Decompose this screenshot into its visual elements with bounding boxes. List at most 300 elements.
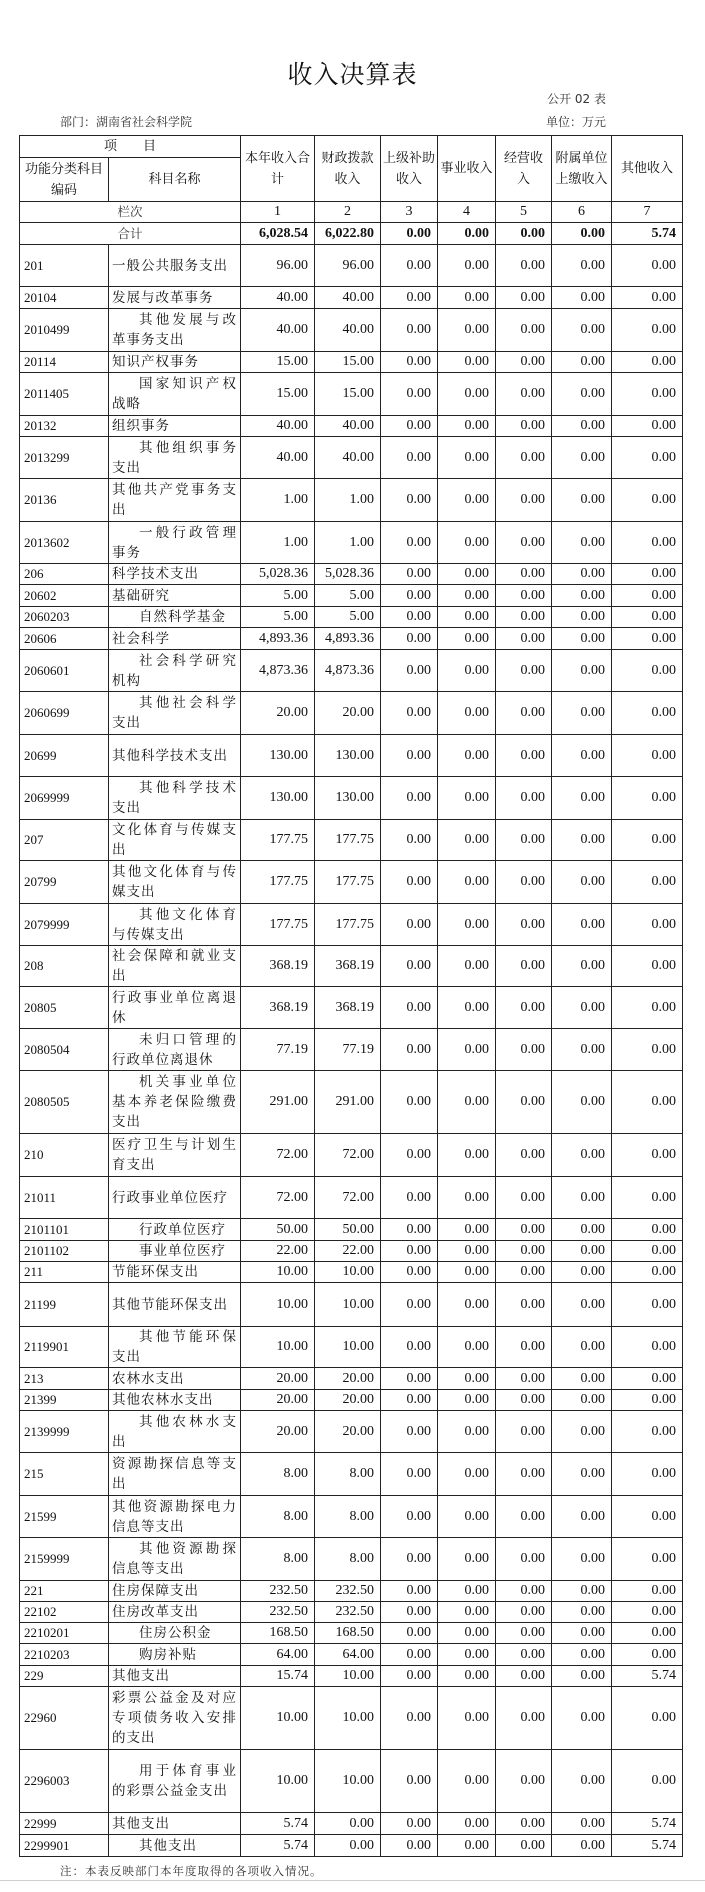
- amount-cell: 0.00: [496, 1411, 552, 1453]
- subject-name: 发展与改革事务: [109, 287, 241, 309]
- subject-name: 一般行政管理事务: [109, 522, 241, 564]
- amount-cell: 0.00: [612, 1390, 683, 1411]
- table-row: [20, 1644, 683, 1666]
- amount-cell: 0.00: [438, 245, 496, 287]
- amount-cell: 130.00: [315, 777, 381, 820]
- amount-cell: 0.00: [612, 1581, 683, 1602]
- amount-cell: 0.00: [612, 1327, 683, 1368]
- amount-cell: 0.00: [438, 1241, 496, 1262]
- amount-cell: 8.00: [315, 1538, 381, 1581]
- amount-cell: 20.00: [241, 1411, 315, 1453]
- amount-cell: 0.00: [552, 820, 612, 861]
- amount-cell: 0.00: [612, 607, 683, 628]
- subject-code: 20104: [20, 287, 109, 309]
- table-row: [20, 1071, 683, 1134]
- amount-cell: 0.00: [381, 777, 438, 820]
- table-row: [20, 287, 683, 309]
- amount-cell: 0.00: [381, 1453, 438, 1496]
- amount-cell: 0.00: [496, 692, 552, 735]
- amount-cell: 0.00: [438, 1453, 496, 1496]
- amount-cell: 232.50: [241, 1602, 315, 1623]
- amount-cell: 0.00: [381, 585, 438, 607]
- amount-cell: 0.00: [612, 777, 683, 820]
- amount-cell: 0.00: [381, 1666, 438, 1687]
- amount-cell: 0.00: [612, 946, 683, 987]
- table-row: [20, 1029, 683, 1071]
- subject-name: 其他支出: [109, 1666, 241, 1687]
- table-row: [20, 1602, 683, 1623]
- amount-cell: 0.00: [438, 607, 496, 628]
- amount-cell: 5.74: [241, 1813, 315, 1835]
- amount-cell: 0.00: [438, 1623, 496, 1644]
- table-row: [20, 1219, 683, 1241]
- amount-cell: 0.00: [496, 1283, 552, 1327]
- subject-code: 20132: [20, 416, 109, 437]
- amount-cell: 0.00: [612, 904, 683, 946]
- subject-name: 其他资源勘探电力信息等支出: [109, 1496, 241, 1538]
- amount-cell: 0.00: [496, 1241, 552, 1262]
- amount-cell: 77.19: [241, 1029, 315, 1071]
- subject-code: 2139999: [20, 1411, 109, 1453]
- amount-cell: 0.00: [552, 1453, 612, 1496]
- subject-code: 21199: [20, 1283, 109, 1327]
- amount-cell: 0.00: [496, 245, 552, 287]
- amount-cell: 0.00: [438, 1687, 496, 1750]
- amount-cell: 10.00: [315, 1327, 381, 1368]
- subject-name: 其他支出: [109, 1835, 241, 1857]
- amount-cell: 0.00: [381, 352, 438, 373]
- amount-cell: 22.00: [241, 1241, 315, 1262]
- form-number: 公开 02 表: [547, 92, 606, 106]
- amount-cell: 72.00: [315, 1177, 381, 1219]
- amount-cell: 4,873.36: [315, 650, 381, 692]
- amount-cell: 0.00: [552, 437, 612, 479]
- amount-cell: 0.00: [552, 1368, 612, 1390]
- subject-code: 210: [20, 1134, 109, 1177]
- amount-cell: 0.00: [612, 1496, 683, 1538]
- amount-cell: 0.00: [552, 607, 612, 628]
- amount-cell: 0.00: [552, 1029, 612, 1071]
- amount-cell: 0.00: [612, 650, 683, 692]
- amount-cell: 0.00: [612, 522, 683, 564]
- amount-cell: 0.00: [552, 987, 612, 1029]
- amount-cell: 1.00: [315, 479, 381, 522]
- table-row: [20, 987, 683, 1029]
- amount-cell: 0.00: [552, 650, 612, 692]
- amount-cell: 0.00: [381, 373, 438, 416]
- amount-cell: 20.00: [315, 1411, 381, 1453]
- amount-cell: 10.00: [241, 1687, 315, 1750]
- amount-cell: 0.00: [438, 987, 496, 1029]
- subject-name: 购房补贴: [109, 1644, 241, 1666]
- amount-cell: 10.00: [315, 1262, 381, 1283]
- amount-cell: 96.00: [315, 245, 381, 287]
- amount-cell: 5.00: [241, 585, 315, 607]
- amount-cell: 0.00: [381, 1581, 438, 1602]
- amount-cell: 0.00: [496, 564, 552, 585]
- amount-cell: 0.00: [552, 373, 612, 416]
- amount-cell: 96.00: [241, 245, 315, 287]
- amount-cell: 1.00: [241, 522, 315, 564]
- amount-cell: 0.00: [496, 1029, 552, 1071]
- amount-cell: 0.00: [496, 1390, 552, 1411]
- amount-cell: 0.00: [496, 1687, 552, 1750]
- amount-cell: 0.00: [438, 1581, 496, 1602]
- amount-cell: 0.00: [496, 585, 552, 607]
- amount-cell: 0.00: [496, 1071, 552, 1134]
- subject-name: 其他节能环保支出: [109, 1283, 241, 1327]
- amount-cell: 0.00: [496, 1177, 552, 1219]
- amount-cell: 0.00: [552, 1241, 612, 1262]
- amount-cell: 15.00: [241, 373, 315, 416]
- table-row: [20, 628, 683, 650]
- amount-cell: 0.00: [552, 1835, 612, 1857]
- amount-cell: 0.00: [612, 1283, 683, 1327]
- subject-name: 其他发展与改革事务支出: [109, 309, 241, 352]
- amount-cell: 0.00: [381, 416, 438, 437]
- table-row: [20, 245, 683, 287]
- header-col-other-income: 其他收入: [612, 136, 683, 202]
- amount-cell: 0.00: [612, 1750, 683, 1813]
- amount-cell: 10.00: [315, 1283, 381, 1327]
- amount-cell: 0.00: [315, 1813, 381, 1835]
- amount-cell: 0.00: [612, 1411, 683, 1453]
- subject-code: 20602: [20, 585, 109, 607]
- amount-cell: 15.74: [241, 1666, 315, 1687]
- total-value: 0.00: [381, 223, 438, 245]
- amount-cell: 20.00: [241, 692, 315, 735]
- amount-cell: 0.00: [552, 1496, 612, 1538]
- amount-cell: 0.00: [496, 416, 552, 437]
- amount-cell: 10.00: [241, 1262, 315, 1283]
- amount-cell: 0.00: [552, 245, 612, 287]
- amount-cell: 232.50: [315, 1581, 381, 1602]
- subject-code: 22102: [20, 1602, 109, 1623]
- subject-code: 229: [20, 1666, 109, 1687]
- amount-cell: 64.00: [315, 1644, 381, 1666]
- amount-cell: 0.00: [381, 1327, 438, 1368]
- amount-cell: 177.75: [241, 820, 315, 861]
- amount-cell: 8.00: [315, 1453, 381, 1496]
- subject-code: 2080504: [20, 1029, 109, 1071]
- amount-cell: 0.00: [612, 437, 683, 479]
- amount-cell: 72.00: [315, 1134, 381, 1177]
- amount-cell: 0.00: [552, 585, 612, 607]
- column-number: 1: [241, 202, 315, 223]
- amount-cell: 0.00: [438, 1666, 496, 1687]
- amount-cell: 0.00: [612, 287, 683, 309]
- table-row: [20, 1835, 683, 1857]
- amount-cell: 368.19: [315, 987, 381, 1029]
- amount-cell: 0.00: [552, 861, 612, 904]
- amount-cell: 0.00: [552, 1283, 612, 1327]
- subject-code: 2296003: [20, 1750, 109, 1813]
- amount-cell: 0.00: [438, 628, 496, 650]
- table-row: [20, 1134, 683, 1177]
- column-number: 3: [381, 202, 438, 223]
- amount-cell: 0.00: [552, 1581, 612, 1602]
- table-row: [20, 904, 683, 946]
- amount-cell: 0.00: [496, 628, 552, 650]
- amount-cell: 232.50: [241, 1581, 315, 1602]
- amount-cell: 4,893.36: [315, 628, 381, 650]
- table-row: [20, 1262, 683, 1283]
- header-col-fiscal-appropriation: 财政拨款收入: [315, 136, 381, 202]
- amount-cell: 4,893.36: [241, 628, 315, 650]
- amount-cell: 0.00: [552, 416, 612, 437]
- table-row: [20, 585, 683, 607]
- subject-name: 住房公积金: [109, 1623, 241, 1644]
- amount-cell: 0.00: [552, 1390, 612, 1411]
- subject-name: 其他科学技术支出: [109, 777, 241, 820]
- subject-code: 2101102: [20, 1241, 109, 1262]
- amount-cell: 0.00: [552, 1538, 612, 1581]
- amount-cell: 5.74: [612, 1813, 683, 1835]
- subject-code: 2060203: [20, 607, 109, 628]
- amount-cell: 0.00: [552, 1071, 612, 1134]
- amount-cell: 0.00: [612, 1134, 683, 1177]
- amount-cell: 0.00: [552, 628, 612, 650]
- subject-code: 2159999: [20, 1538, 109, 1581]
- amount-cell: 0.00: [381, 309, 438, 352]
- amount-cell: 0.00: [381, 1134, 438, 1177]
- total-value: 0.00: [552, 223, 612, 245]
- amount-cell: 0.00: [552, 1644, 612, 1666]
- total-value: 6,022.80: [315, 223, 381, 245]
- amount-cell: 5.00: [315, 607, 381, 628]
- amount-cell: 0.00: [438, 416, 496, 437]
- amount-cell: 0.00: [612, 1687, 683, 1750]
- subject-name: 基础研究: [109, 585, 241, 607]
- amount-cell: 0.00: [381, 437, 438, 479]
- subject-name: 节能环保支出: [109, 1262, 241, 1283]
- amount-cell: 0.00: [381, 650, 438, 692]
- amount-cell: 10.00: [241, 1750, 315, 1813]
- subject-code: 2011405: [20, 373, 109, 416]
- amount-cell: 0.00: [496, 479, 552, 522]
- amount-cell: 0.00: [381, 1538, 438, 1581]
- amount-cell: 40.00: [241, 437, 315, 479]
- total-value: 0.00: [438, 223, 496, 245]
- subject-code: 22999: [20, 1813, 109, 1835]
- amount-cell: 0.00: [438, 437, 496, 479]
- table-note: 注：本表反映部门本年度取得的各项收入情况。: [60, 1864, 323, 1878]
- amount-cell: 0.00: [496, 309, 552, 352]
- table-row: [20, 1813, 683, 1835]
- amount-cell: 0.00: [438, 1283, 496, 1327]
- subject-name: 住房改革支出: [109, 1602, 241, 1623]
- table-row: [20, 1581, 683, 1602]
- amount-cell: 0.00: [438, 692, 496, 735]
- income-final-accounts-table: [19, 135, 683, 1857]
- amount-cell: 0.00: [381, 861, 438, 904]
- amount-cell: 0.00: [496, 820, 552, 861]
- amount-cell: 0.00: [381, 287, 438, 309]
- subject-name: 其他共产党事务支出: [109, 479, 241, 522]
- amount-cell: 130.00: [241, 777, 315, 820]
- amount-cell: 0.00: [496, 904, 552, 946]
- amount-cell: 0.00: [496, 1666, 552, 1687]
- amount-cell: 0.00: [438, 585, 496, 607]
- subject-code: 2013602: [20, 522, 109, 564]
- subject-name: 用于体育事业的彩票公益金支出: [109, 1750, 241, 1813]
- amount-cell: 0.00: [381, 1623, 438, 1644]
- amount-cell: 0.00: [438, 1496, 496, 1538]
- subject-name: 彩票公益金及对应专项债务收入安排的支出: [109, 1687, 241, 1750]
- subject-name: 组织事务: [109, 416, 241, 437]
- amount-cell: 0.00: [381, 692, 438, 735]
- amount-cell: 0.00: [496, 777, 552, 820]
- amount-cell: 8.00: [241, 1496, 315, 1538]
- subject-name: 其他支出: [109, 1813, 241, 1835]
- table-row: [20, 861, 683, 904]
- amount-cell: 0.00: [438, 820, 496, 861]
- subject-code: 20606: [20, 628, 109, 650]
- amount-cell: 8.00: [315, 1496, 381, 1538]
- amount-cell: 291.00: [315, 1071, 381, 1134]
- amount-cell: 10.00: [241, 1327, 315, 1368]
- column-number-row: [20, 202, 683, 223]
- amount-cell: 8.00: [241, 1538, 315, 1581]
- table-row: [20, 1327, 683, 1368]
- amount-cell: 0.00: [612, 352, 683, 373]
- amount-cell: 0.00: [496, 373, 552, 416]
- amount-cell: 0.00: [552, 564, 612, 585]
- amount-cell: 0.00: [496, 1581, 552, 1602]
- subject-name: 其他科学技术支出: [109, 735, 241, 777]
- amount-cell: 0.00: [612, 1602, 683, 1623]
- table-row: [20, 650, 683, 692]
- amount-cell: 0.00: [496, 1623, 552, 1644]
- table-row: [20, 373, 683, 416]
- amount-cell: 0.00: [438, 1029, 496, 1071]
- amount-cell: 0.00: [612, 245, 683, 287]
- header-item-group: 项 目: [20, 136, 241, 158]
- amount-cell: 177.75: [315, 861, 381, 904]
- amount-cell: 0.00: [552, 287, 612, 309]
- amount-cell: 0.00: [381, 1262, 438, 1283]
- amount-cell: 0.00: [438, 1602, 496, 1623]
- subject-name: 文化体育与传媒支出: [109, 820, 241, 861]
- amount-cell: 0.00: [381, 987, 438, 1029]
- subject-code: 2010499: [20, 309, 109, 352]
- amount-cell: 0.00: [381, 1029, 438, 1071]
- amount-cell: 232.50: [315, 1602, 381, 1623]
- column-number: 6: [552, 202, 612, 223]
- amount-cell: 0.00: [438, 564, 496, 585]
- amount-cell: 0.00: [612, 1071, 683, 1134]
- subject-name: 其他组织事务支出: [109, 437, 241, 479]
- amount-cell: 0.00: [552, 692, 612, 735]
- amount-cell: 0.00: [438, 904, 496, 946]
- subject-code: 213: [20, 1368, 109, 1390]
- amount-cell: 0.00: [381, 522, 438, 564]
- subject-name: 其他农林水支出: [109, 1390, 241, 1411]
- amount-cell: 0.00: [381, 1750, 438, 1813]
- subject-code: 2080505: [20, 1071, 109, 1134]
- amount-cell: 5.74: [612, 1835, 683, 1857]
- table-row: [20, 437, 683, 479]
- amount-cell: 40.00: [241, 309, 315, 352]
- amount-cell: 0.00: [438, 1411, 496, 1453]
- amount-cell: 0.00: [612, 1241, 683, 1262]
- subject-name: 一般公共服务支出: [109, 245, 241, 287]
- amount-cell: 0.00: [315, 1835, 381, 1857]
- unit-label: 单位：万元: [545, 115, 606, 129]
- amount-cell: 5,028.36: [315, 564, 381, 585]
- total-row: [20, 223, 683, 245]
- header-col-total-income: 本年收入合计: [241, 136, 315, 202]
- table-row: [20, 735, 683, 777]
- amount-cell: 0.00: [381, 1283, 438, 1327]
- amount-cell: 0.00: [438, 287, 496, 309]
- amount-cell: 0.00: [438, 861, 496, 904]
- amount-cell: 0.00: [612, 564, 683, 585]
- amount-cell: 0.00: [381, 1835, 438, 1857]
- amount-cell: 0.00: [552, 1262, 612, 1283]
- subject-code: 215: [20, 1453, 109, 1496]
- amount-cell: 0.00: [496, 735, 552, 777]
- amount-cell: 0.00: [612, 692, 683, 735]
- amount-cell: 0.00: [552, 1219, 612, 1241]
- table-row: [20, 820, 683, 861]
- amount-cell: 0.00: [381, 1390, 438, 1411]
- amount-cell: 0.00: [381, 1602, 438, 1623]
- amount-cell: 0.00: [438, 352, 496, 373]
- table-row: [20, 416, 683, 437]
- amount-cell: 0.00: [612, 1029, 683, 1071]
- header-col-business-income: 事业收入: [438, 136, 496, 202]
- amount-cell: 0.00: [612, 1177, 683, 1219]
- amount-cell: 40.00: [315, 309, 381, 352]
- subject-name: 其他资源勘探信息等支出: [109, 1538, 241, 1581]
- amount-cell: 0.00: [612, 987, 683, 1029]
- subject-name: 未归口管理的行政单位离退休: [109, 1029, 241, 1071]
- amount-cell: 0.00: [438, 1368, 496, 1390]
- amount-cell: 0.00: [552, 777, 612, 820]
- amount-cell: 0.00: [381, 946, 438, 987]
- amount-cell: 0.00: [496, 861, 552, 904]
- subject-code: 2299901: [20, 1835, 109, 1857]
- table-row: [20, 1390, 683, 1411]
- amount-cell: 77.19: [315, 1029, 381, 1071]
- amount-cell: 0.00: [438, 1219, 496, 1241]
- total-value: 5.74: [612, 223, 683, 245]
- amount-cell: 0.00: [612, 1219, 683, 1241]
- subject-name: 行政事业单位离退休: [109, 987, 241, 1029]
- subject-name: 其他节能环保支出: [109, 1327, 241, 1368]
- amount-cell: 0.00: [496, 987, 552, 1029]
- subject-code: 207: [20, 820, 109, 861]
- table-row: [20, 1241, 683, 1262]
- table-row: [20, 1750, 683, 1813]
- subject-code: 211: [20, 1262, 109, 1283]
- amount-cell: 15.00: [315, 352, 381, 373]
- subject-code: 2210201: [20, 1623, 109, 1644]
- amount-cell: 5.00: [241, 607, 315, 628]
- column-number: 2: [315, 202, 381, 223]
- subject-name: 其他农林水支出: [109, 1411, 241, 1453]
- amount-cell: 0.00: [438, 1262, 496, 1283]
- amount-cell: 0.00: [496, 946, 552, 987]
- table-row: [20, 1453, 683, 1496]
- amount-cell: 0.00: [438, 1071, 496, 1134]
- amount-cell: 0.00: [612, 1453, 683, 1496]
- amount-cell: 0.00: [438, 777, 496, 820]
- page-divider: [0, 1880, 705, 1881]
- amount-cell: 0.00: [438, 1538, 496, 1581]
- amount-cell: 0.00: [438, 1177, 496, 1219]
